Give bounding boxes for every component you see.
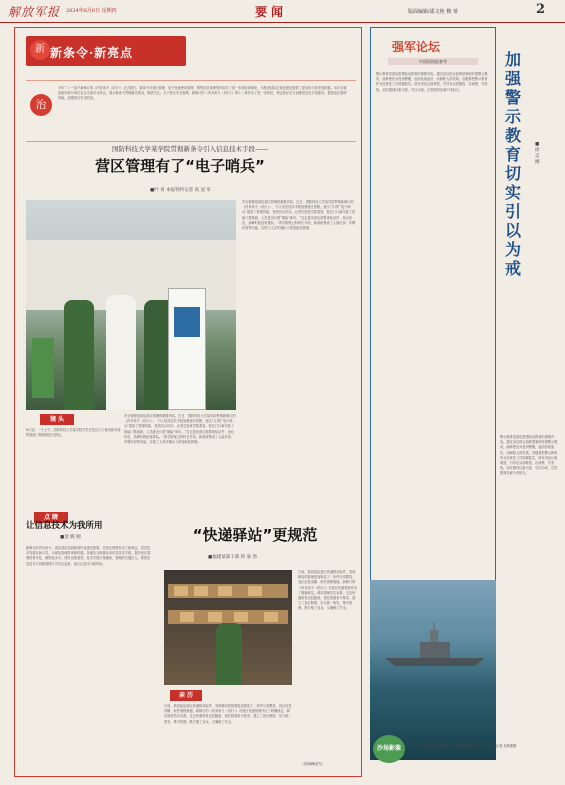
story3-tag: 亲 历 (170, 690, 202, 701)
story2-body: 新修订的内务条令，适应部队发展和现代化建设需要，对营区管理作出了新规定。信息技术发展日新月异，为部队管理带来新机遇。各级应当积极运用信息技术手段，提升营区管理的科学化、精细化水平。同时也要看到，技术手段只是辅助，管理的关键在人，要把信息技术与传统管理方式结合起来，真正让技术为我所用。 (26, 546, 151, 566)
forum-subtitle: 中国国防报参考 (388, 58, 478, 65)
story2-tag: 点 睛 (34, 512, 68, 523)
story1-headline: 营区管理有了“电子哨兵” (95, 157, 265, 175)
section-title: 要闻 (255, 5, 288, 19)
warship-shape (380, 620, 490, 670)
story1-body-b: 安全管理是部队营区管理的重要内容。近日，国防科技大学某学院贯彻新修订的《内务条令（试行）》，引入信息技术手段加强营区管理，营区门口的“电子哨兵”提高了管理效能，受到官兵好评。记者走进该学院看到，营区门口新安装了智能门禁系统，人员进出只需“刷脸”即可。“过去进出营区需要查验证件、登记信息，高峰时段经常排队。”该学院保卫科科长介绍，新系统集成了人脸识别、车牌识别等功能，实现了人员车辆出入的智能化管理。 (242, 200, 356, 231)
page-editor: 版面编辑/邵文艳 穆 蒂 (408, 9, 458, 15)
story2-headline: 让信息技术为我所用 (26, 521, 103, 531)
story1-body-a: 安全管理是部队营区管理的重要内容。近日，国防科技大学某学院贯彻新修订的《内务条令（试行）》，引入信息技术手段加强营区管理，营区门口的“电子哨兵”提高了管理效能，受到官兵好评。记者走进该学院看到，营区门口新安装了智能门禁系统，人员进出只需“刷脸”即可。“过去进出营区需要查验证件、登记信息，高峰时段经常排队。”该学院保卫科科长介绍，新系统集成了人脸识别、车牌识别等功能，实现了人员车辆出入的智能化管理。 (124, 414, 236, 445)
campus-gate-photo (26, 200, 236, 410)
story3-signoff: （吴明峰改写） (300, 762, 326, 766)
story1-kicker: 国防科技大学某学院贯彻新条令引入信息技术手段—— (112, 145, 268, 153)
story3-headline: “快递驿站”更规范 (192, 526, 318, 544)
forum-title: 强军论坛 (392, 40, 441, 54)
intro-text: 今年“八一”前夕新修订的《内务条令（试行）》正式施行，新条令对营区管理、电子设备使用管理、网络信息管理等内容作了进一步规范和细化，为推进部队正规化建设提供了更加有力的法规依据。本栏目就此组织部分单位官兵交流学习体会，展示新条令贯彻落实情况，敬请关注。关于营区安全管理，新修订的《内务条令（试行）》第十二章作出了进一步规范，规定营区应当加强信息化手段建设，提高营区管理效能，加强营区安全防范。 (58, 86, 347, 101)
story2-byline: ■金 晓 刚 (60, 535, 81, 540)
seal-icon: 治 (30, 94, 52, 116)
story1-byline: ■叶 青 本报特约记者 高 冠 军 (150, 188, 211, 193)
story1-tag: 镜 头 (40, 414, 74, 425)
banner-badge-icon: 新 (30, 40, 50, 60)
story1-caption: 6月初，一个上午，国防科技大学某学院学员在营区门口使用新安装的智能门禁系统进出营区。 (26, 428, 121, 438)
feature-banner-title: 新条令·新亮点 (50, 46, 134, 60)
warship-photo (370, 580, 496, 760)
story3-body-b: 日前，我到连队营区快递驿站取件，发现驿站的管理更加规范了：快件分类摆放、登记信息清晰、取件流程简便。新修订的《内务条令（试行）》对营区快递管理作出了明确规定。驿站管理员告诉我，过去快递收发比较随意，现在按照条令要求，建立了登记制度，实行统一收发、集中管理，既方便了官兵，又确保了安全。 (298, 570, 357, 611)
story3-body-a: 日前，我到连队营区快递驿站取件，发现驿站的管理更加规范了：快件分类摆放、登记信息清晰、取件流程简便。新修订的《内务条令（试行）》对营区快递管理作出了明确规定。驿站管理员告诉我，过去快递收发比较随意，现在按照条令要求，建立了登记制度，实行统一收发、集中管理，既方便了官兵，又确保了安全。 (164, 704, 292, 724)
photo-feature-caption: 近日，海军某支队开展训练。图为舰艇编队航行中。本报特约记者 吴海燕摄 (410, 744, 517, 748)
forum-headline: 加强警示教育 切实引以为戒 (504, 50, 521, 278)
page-number: 2 (536, 2, 546, 17)
story3-byline: ■福建某部干部 蒋 豪 洛 (208, 555, 258, 560)
forum-author: ■徐 志 刚 (535, 142, 540, 165)
photo-feature-badge: 沙场影像 (373, 735, 405, 763)
newspaper-logo: 解放军报 (8, 5, 61, 19)
issue-date: 2024年6月6日 星期四 (66, 8, 117, 14)
express-station-photo (164, 570, 292, 685)
forum-body-cont: 警示教育是部队思想政治教育的重要内容。通过身边的反面典型案例开展警示教育，能够使官兵受到警醒，起到惩前毖后、治病救人的效果。各级要把警示教育作为经常性工作抓紧抓实，用好用活反面典型，引导官兵知敬畏、存戒惧、守底线，切实做到以案为鉴、引以为戒，自觉做到忠诚干净担当。 (500, 435, 558, 476)
forum-body: 警示教育是部队思想政治教育的重要内容。通过身边的反面典型案例开展警示教育，能够使官兵受到警醒，起到惩前毖后、治病救人的效果。各级要把警示教育作为经常性工作抓紧抓实，用好用活反面典型，引导官兵知敬畏、存戒惧、守底线，切实做到以案为鉴、引以为戒，自觉做到忠诚干净担当。 (376, 72, 488, 92)
